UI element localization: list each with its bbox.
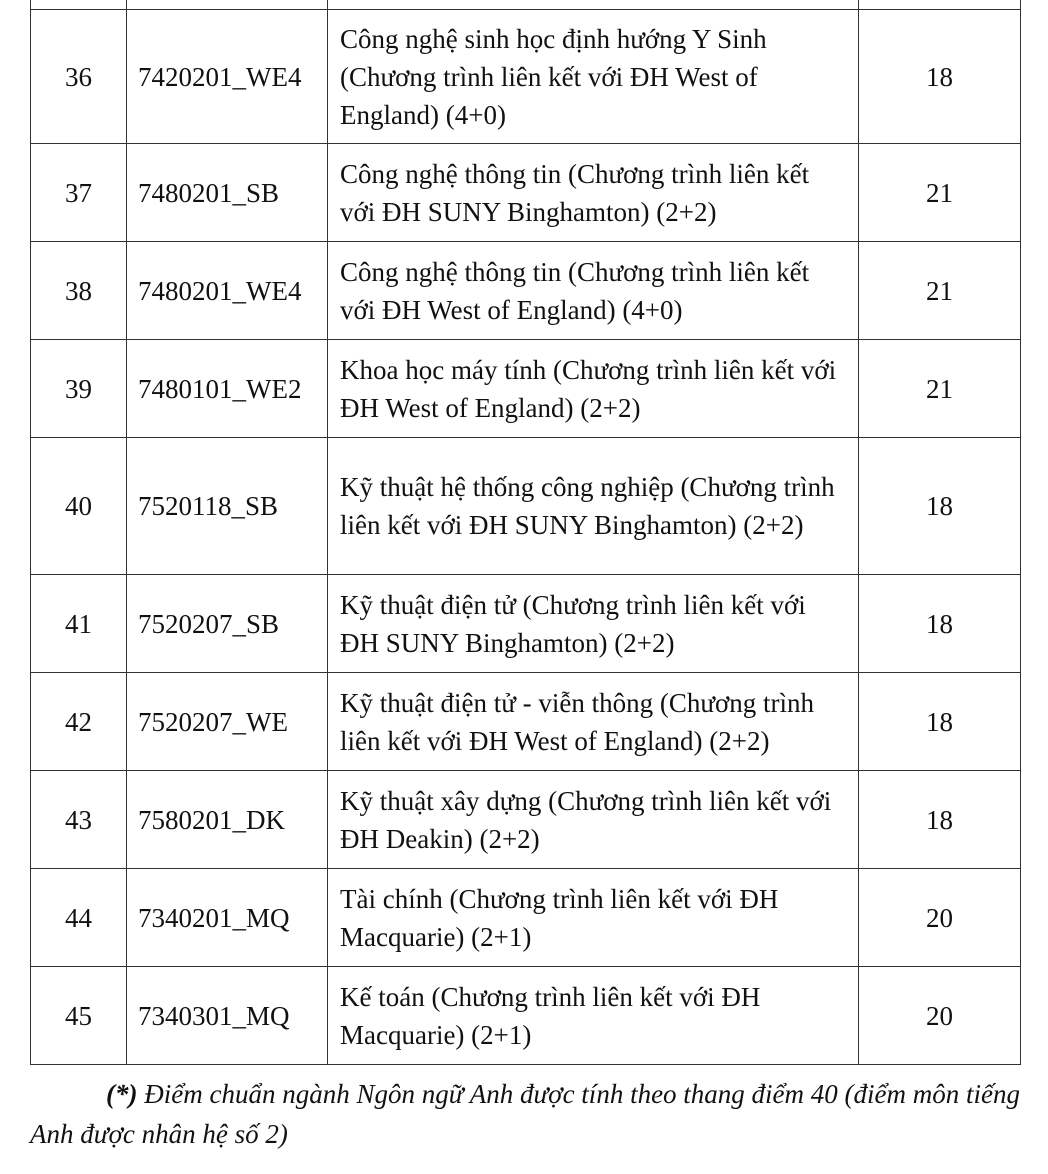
table-row [31,673,1021,771]
admission-score: 20 [926,902,953,933]
admission-score-cell [859,340,1021,438]
admission-score-cell [859,438,1021,575]
major-code: 7480201_WE4 [138,275,302,306]
admission-score-cell [859,10,1021,144]
major-name: Khoa học máy tính (Chương trình liên kết với ĐH West of England) (2+2) [340,354,837,423]
major-name: Kế toán (Chương trình liên kết với ĐH Macquarie) (2+1) [340,981,761,1050]
major-code-cell [127,144,328,242]
admission-score-cell [859,967,1021,1065]
table-row [31,144,1021,242]
major-name: Kỹ thuật hệ thống công nghiệp (Chương trình liên kết với ĐH SUNY Binghamton) (2+2) [340,472,835,540]
major-name-cell [328,242,859,340]
table-row [31,967,1021,1065]
row-number: 43 [65,804,92,835]
major-name-cell [328,869,859,967]
major-code-cell [127,771,328,869]
admission-score: 18 [926,608,953,639]
cell-empty [31,0,127,10]
row-number: 36 [65,61,92,92]
major-code-cell [127,340,328,438]
row-number-cell [31,771,127,869]
row-number-cell [31,10,127,144]
row-number-cell [31,242,127,340]
cell-empty [859,0,1021,10]
major-name: Kỹ thuật xây dựng (Chương trình liên kết với ĐH Deakin) (2+2) [340,785,832,854]
cell-empty [328,0,859,10]
major-name: Kỹ thuật điện tử (Chương trình liên kết với ĐH SUNY Binghamton) (2+2) [340,589,806,658]
table-row [31,771,1021,869]
admission-score: 18 [926,61,953,92]
row-number: 45 [65,1000,92,1031]
major-code-cell [127,10,328,144]
admission-score-cell [859,673,1021,771]
major-code-cell [127,438,328,575]
cell-empty [127,0,328,10]
table-row-partial [31,0,1021,10]
major-name-cell [328,438,859,575]
admission-score-cell [859,771,1021,869]
row-number-cell [31,144,127,242]
admission-score: 21 [926,373,953,404]
admission-score: 18 [926,706,953,737]
admission-score-cell [859,242,1021,340]
major-code: 7420201_WE4 [138,61,302,92]
row-number-cell [31,438,127,575]
major-code-cell [127,869,328,967]
row-number: 41 [65,608,92,639]
footnote [30,1074,1030,1154]
row-number-cell [31,869,127,967]
major-code: 7520118_SB [138,491,279,521]
major-name-cell [328,144,859,242]
admission-score: 21 [926,275,953,306]
footnote-text: Điểm chuẩn ngành Ngôn ngữ Anh được tính theo thang điểm 40 (điểm môn tiếng Anh được nhân hệ số 2) [30,1079,1020,1149]
major-code: 7520207_WE [138,706,288,737]
major-name-cell [328,673,859,771]
major-name-cell [328,967,859,1065]
major-name: Tài chính (Chương trình liên kết với ĐH Macquarie) (2+1) [340,883,779,952]
admission-score-cell [859,144,1021,242]
admission-score: 20 [926,1000,953,1031]
row-number: 39 [65,373,92,404]
major-code: 7340301_MQ [138,1000,290,1031]
major-name-cell [328,575,859,673]
row-number: 42 [65,706,92,737]
table-row [31,869,1021,967]
major-code: 7520207_SB [138,608,280,639]
table-body [31,0,1021,1065]
row-number-cell [31,673,127,771]
admission-score: 21 [926,177,953,208]
row-number-cell [31,967,127,1065]
admission-score: 18 [926,804,953,835]
admission-score: 18 [926,491,953,521]
footnote-mark: (*) [106,1079,138,1109]
table-row [31,242,1021,340]
major-code: 7480201_SB [138,177,280,208]
major-name: Kỹ thuật điện tử - viễn thông (Chương trình liên kết với ĐH West of England) (2+2) [340,687,814,756]
major-name: Công nghệ thông tin (Chương trình liên kết với ĐH West of England) (4+0) [340,256,810,325]
admission-score-cell [859,575,1021,673]
major-code-cell [127,967,328,1065]
row-number: 37 [65,177,92,208]
admission-score-cell [859,869,1021,967]
admission-score-table [30,0,1021,1065]
major-code-cell [127,673,328,771]
major-name-cell [328,340,859,438]
row-number-cell [31,575,127,673]
row-number: 38 [65,275,92,306]
table-row [31,438,1021,575]
table-row [31,575,1021,673]
table-row [31,340,1021,438]
major-name-cell [328,771,859,869]
row-number: 40 [65,491,92,521]
major-code-cell [127,242,328,340]
row-number-cell [31,340,127,438]
table-row [31,10,1021,144]
row-number: 44 [65,902,92,933]
major-code: 7580201_DK [138,804,285,835]
major-name-cell [328,10,859,144]
major-name: Công nghệ sinh học định hướng Y Sinh (Chương trình liên kết với ĐH West of England) (4+0) [340,23,767,130]
major-code: 7480101_WE2 [138,373,302,404]
major-code-cell [127,575,328,673]
major-name: Công nghệ thông tin (Chương trình liên kết với ĐH SUNY Binghamton) (2+2) [340,158,810,227]
major-code: 7340201_MQ [138,902,290,933]
